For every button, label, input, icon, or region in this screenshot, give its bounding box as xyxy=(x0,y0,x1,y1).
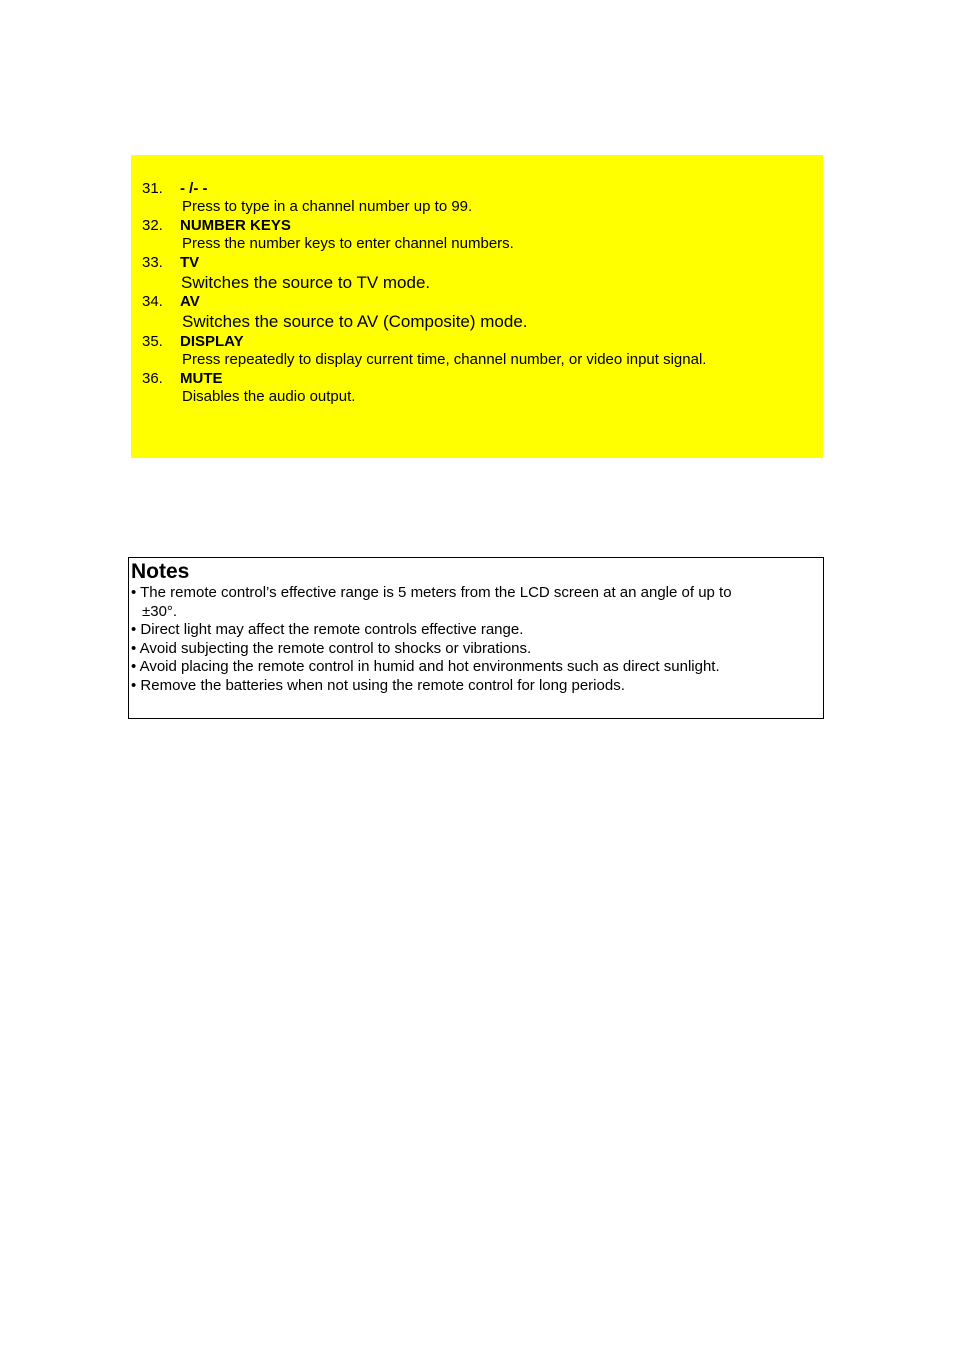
item-title: AV xyxy=(180,293,200,310)
item-number: 33. xyxy=(142,254,163,271)
item-title: TV xyxy=(180,254,200,271)
note-line: ±30°. xyxy=(142,603,178,620)
note-line: • The remote control’s effective range is 5 meters from the LCD screen at an angle of up to xyxy=(131,584,732,601)
item-title: - /- - xyxy=(180,180,208,197)
item-number: 36. xyxy=(142,370,163,387)
item-description: Switches the source to TV mode. xyxy=(181,273,431,292)
item-title: MUTE xyxy=(180,370,223,387)
note-line: • Avoid placing the remote control in humid and hot environments such as direct sunlight. xyxy=(131,658,720,675)
item-description: Press to type in a channel number up to 99. xyxy=(182,198,473,215)
item-description: Switches the source to AV (Composite) mode. xyxy=(182,312,528,331)
item-description: Press the number keys to enter channel numbers. xyxy=(182,235,514,252)
notes-title: Notes xyxy=(131,560,190,583)
item-number: 32. xyxy=(142,217,163,234)
item-number: 34. xyxy=(142,293,163,310)
note-line: • Avoid subjecting the remote control to shocks or vibrations. xyxy=(131,640,532,657)
note-line: • Remove the batteries when not using the remote control for long periods. xyxy=(131,677,625,694)
item-number: 35. xyxy=(142,333,163,350)
note-line: • Direct light may affect the remote controls effective range. xyxy=(131,621,524,638)
item-description: Press repeatedly to display current time, channel number, or video input signal. xyxy=(182,351,707,368)
item-number: 31. xyxy=(142,180,163,197)
item-title: NUMBER KEYS xyxy=(180,217,291,234)
item-description: Disables the audio output. xyxy=(182,388,356,405)
item-title: DISPLAY xyxy=(180,333,244,350)
button-descriptions-panel xyxy=(131,155,823,458)
notes-box xyxy=(128,557,824,719)
